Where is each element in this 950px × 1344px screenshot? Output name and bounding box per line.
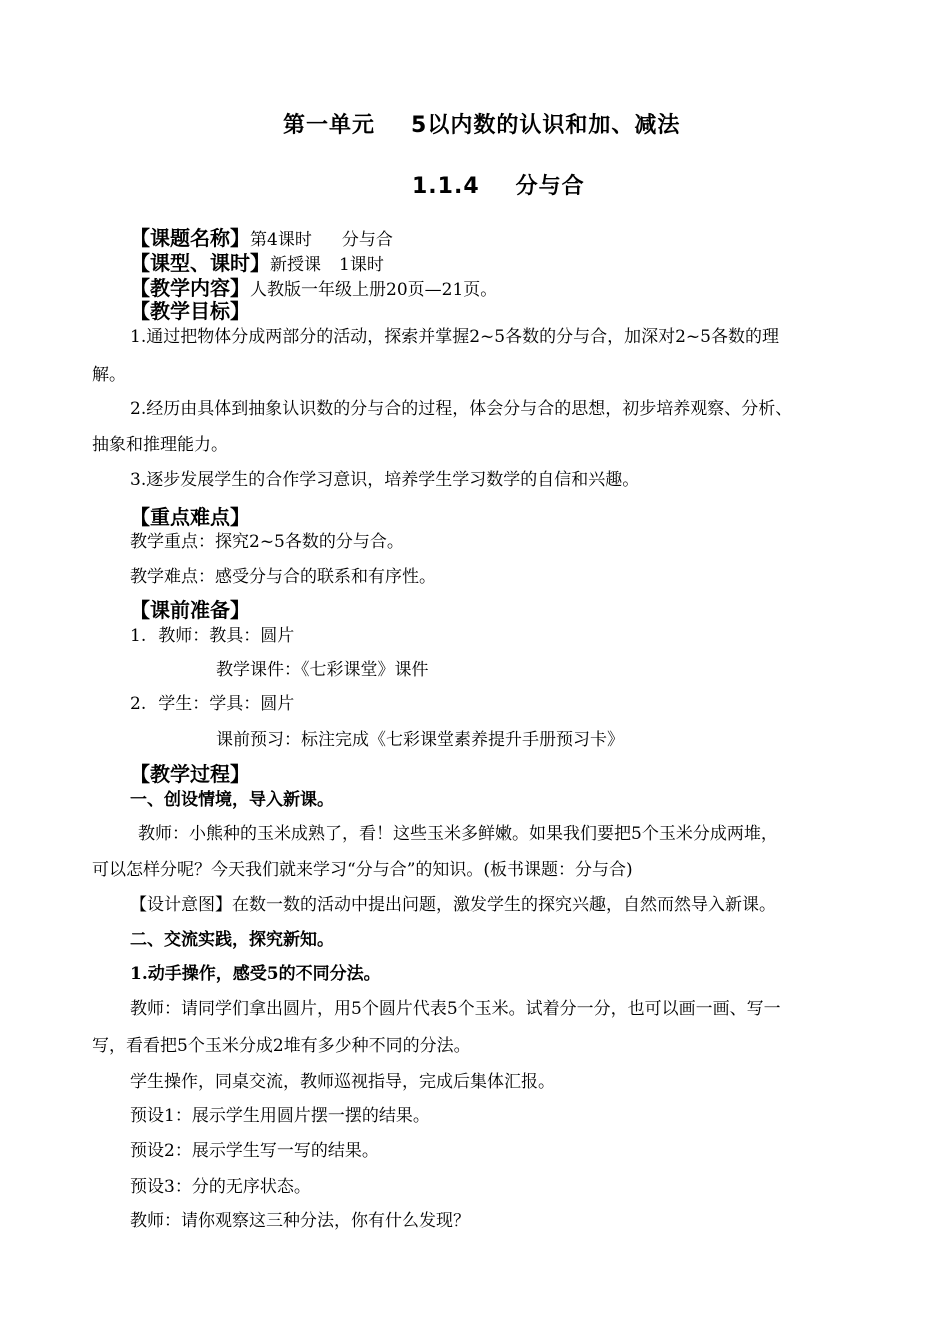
prep-preview: 课前预习：标注完成《七彩课堂素养提升手册预习卡》 [216,730,624,750]
teacher-instruction-line-1: 教师：请同学们拿出圆片，用5个圆片代表5个玉米。试着分一分，也可以画一画、写一 [130,999,781,1019]
prep-student-text: 学生：学具：圆片 [158,694,295,714]
intro-line-2: 可以怎样分呢？今天我们就来学习“分与合”的知识。(板书课题：分与合) [92,860,633,880]
goal-2-line-1: 2.经历由具体到抽象认识数的分与合的过程，体会分与合的思想，初步培养观察、分析、 [130,399,793,419]
teaching-focus: 教学重点：探究2~5各数的分与合。 [130,532,404,552]
lesson-topic: 分与合 [515,174,585,199]
unit-title [283,111,680,141]
teaching-difficulty: 教学难点：感受分与合的联系和有序性。 [130,567,436,587]
prep-student [130,693,294,715]
preset-2: 预设2：展示学生写一写的结果。 [130,1141,379,1161]
lesson-type-row [130,251,384,276]
goals-row [130,299,250,324]
goal-1-line-1: 1.通过把物体分成两部分的活动，探索并掌握2~5各数的分与合，加深对2~5各数的理 [130,327,779,347]
goal-3: 3.逐步发展学生的合作学习意识，培养学生学习数学的自信和兴趣。 [130,470,640,490]
content-row [130,276,497,301]
lesson-name-topic: 分与合 [341,230,393,250]
goal-1-line-2: 解。 [92,365,126,385]
teacher-instruction-line-2: 写，看看把5个玉米分成2堆有多少种不同的分法。 [92,1036,471,1056]
lesson-type-label: 【课型、课时】 [130,251,270,275]
goals-label: 【教学目标】 [130,299,250,323]
lesson-title [412,172,585,202]
prep-courseware: 教学课件：《七彩课堂》课件 [216,660,429,680]
lesson-name-value: 第4课时 [250,230,312,250]
prep-teacher-text: 教师：教具：圆片 [158,626,295,646]
part-1-heading: 一、创设情境，导入新课。 [130,790,334,810]
preset-1: 预设1：展示学生用圆片摆一摆的结果。 [130,1106,430,1126]
unit-topic: 5以内数的认识和加、减法 [411,113,681,138]
prep-row [130,598,250,623]
part-2-heading: 二、交流实践，探究新知。 [130,930,334,950]
process-row [130,762,250,787]
prep-teacher-number: 1. [130,626,147,646]
process-label: 【教学过程】 [130,762,250,786]
key-points-row [130,505,250,530]
preset-3: 预设3：分的无序状态。 [130,1177,311,1197]
content-value: 人教版一年级上册20页—21页。 [250,280,498,300]
lesson-hours: 1课时 [339,255,384,275]
lesson-number: 1.1.4 [412,174,480,199]
student-operation: 学生操作，同桌交流，教师巡视指导，完成后集体汇报。 [130,1072,555,1092]
goal-2-line-2: 抽象和推理能力。 [92,435,228,455]
unit-label: 第一单元 [283,113,376,138]
intro-line-1: 教师：小熊种的玉米成熟了，看！这些玉米多鲜嫩。如果我们要把5个玉米分成两堆， [138,824,778,844]
teacher-question: 教师：请你观察这三种分法，你有什么发现？ [130,1211,470,1231]
prep-student-number: 2. [130,694,147,714]
lesson-name-label: 【课题名称】 [130,226,250,250]
lesson-name-row [130,226,393,251]
key-points-label: 【重点难点】 [130,505,250,529]
content-label: 【教学内容】 [130,276,250,300]
design-intent: 【设计意图】在数一数的活动中提出问题，激发学生的探究兴趣，自然而然导入新课。 [130,895,776,915]
step-1-heading: 1.动手操作，感受5的不同分法。 [130,964,381,984]
prep-label: 【课前准备】 [130,598,250,622]
prep-teacher [130,625,294,647]
lesson-type-value: 新授课 [270,255,321,275]
